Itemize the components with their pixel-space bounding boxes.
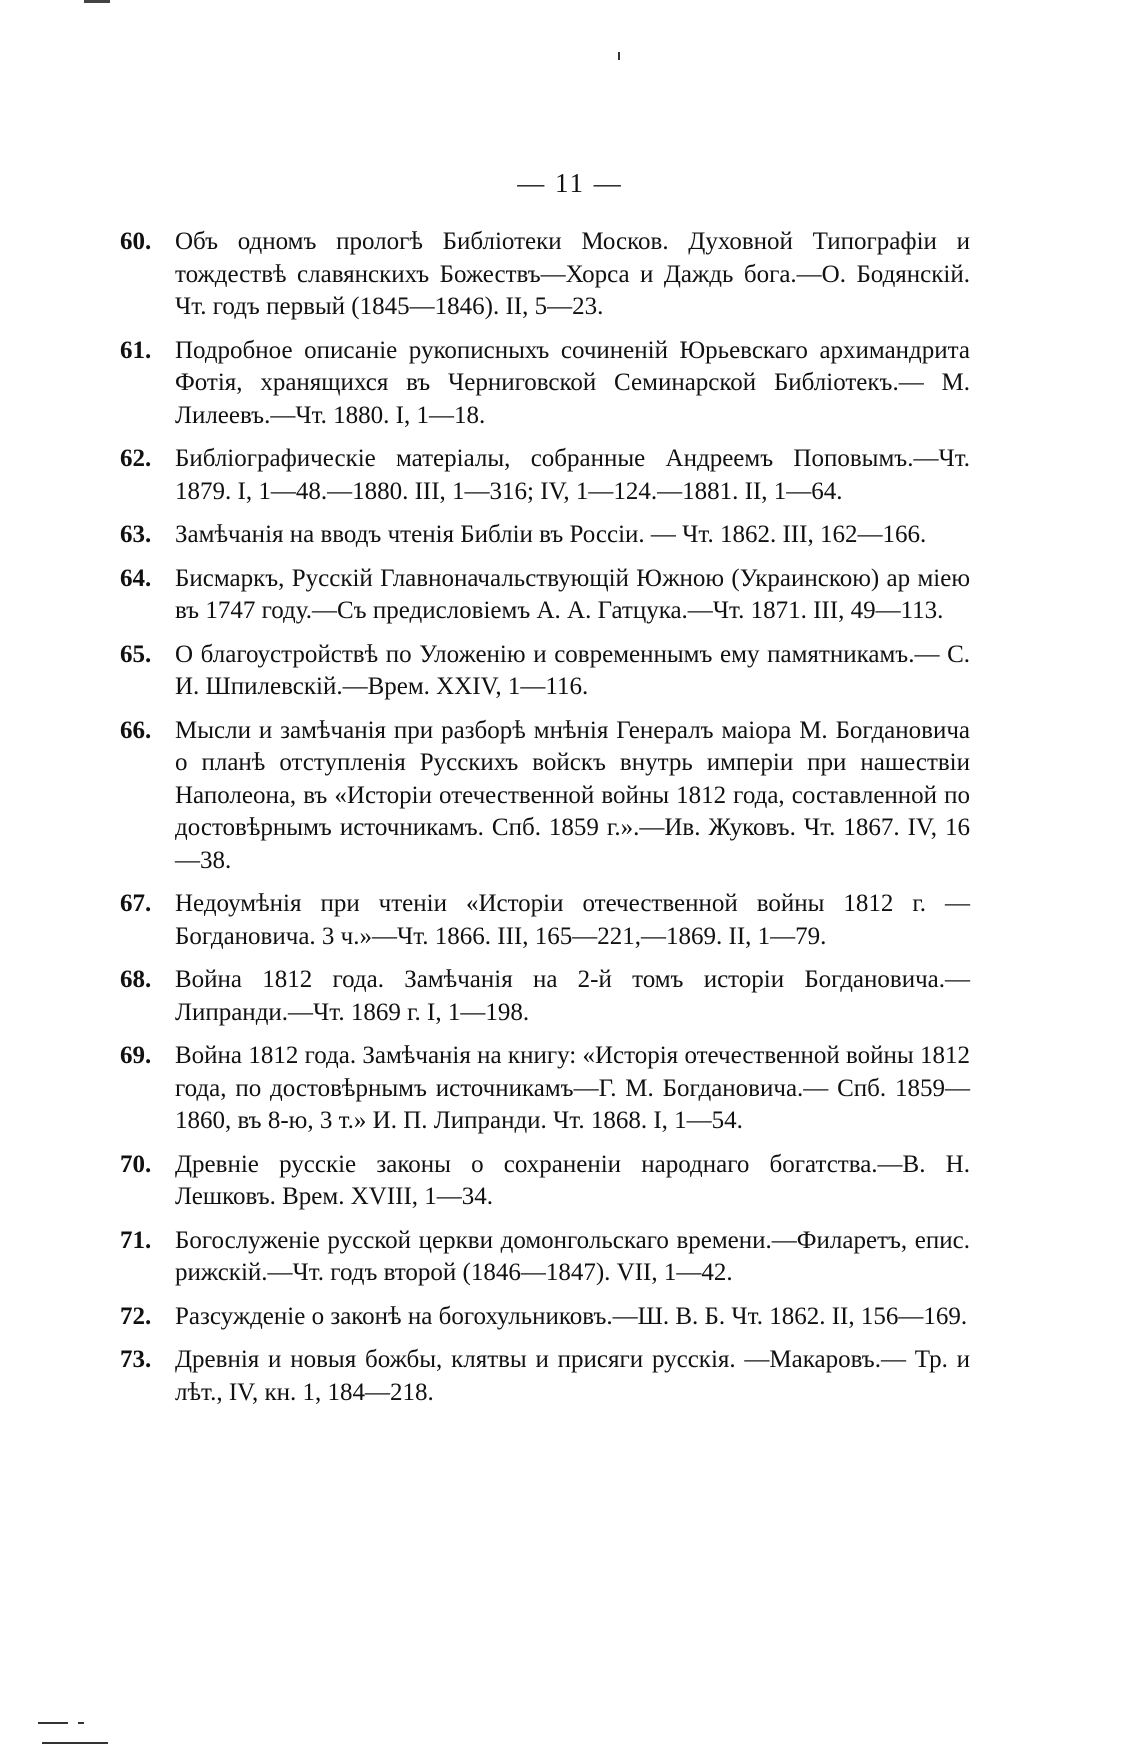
entry-text: Бисмаркъ, Русскій Главноначальствующій Южною (Украинскою) ар міею въ 1747 году.—Съ предисловіемъ А. А. Гатцука.—Чт. 1871. III, 49—113. (175, 564, 970, 624)
bibliography-list (120, 226, 970, 1420)
scan-footer-marks (38, 1718, 110, 1748)
entry-number: 61. (120, 336, 152, 364)
entry-number: 65. (120, 640, 152, 668)
bibliography-entry (120, 1149, 970, 1214)
entry-text: Замѣчанія на вводъ чтенія Библіи въ Россіи. — Чт. 1862. III, 162—166. (175, 521, 927, 548)
bibliography-entry (120, 563, 970, 628)
entry-number: 70. (120, 1150, 152, 1178)
bibliography-entry (120, 1301, 970, 1334)
entry-text: Объ одномъ прологѣ Библіотеки Москов. Духовной Типографіи и тождествѣ славянскихъ Божествъ—Хорса и Даждь бога.—О. Бодянскій. Чт. годъ первый (1845—1846). II, 5—23. (175, 228, 970, 320)
entry-number: 64. (120, 564, 152, 592)
bibliography-entry (120, 443, 970, 508)
entry-number: 71. (120, 1226, 152, 1254)
bibliography-entry (120, 1225, 970, 1290)
bibliography-entry (120, 715, 970, 878)
scan-mark (618, 52, 620, 60)
entry-text: О благоустройствѣ по Уложенію и современнымъ ему памятникамъ.— С. И. Шпилевскій.—Врем. XXIV, 1—116. (175, 640, 970, 700)
bibliography-entry (120, 964, 970, 1029)
entry-text: Древніе русскіе законы о сохраненіи народнаго богатства.—В. Н. Лешковъ. Врем. XVIII, 1—34. (175, 1150, 970, 1210)
entry-text: Мысли и замѣчанія при разборѣ мнѣнія Генералъ маіора М. Богдановича о планѣ отступленія Русскихъ войскъ внутрь имперіи при нашествіи Наполеона, въ «Исторіи отечественной войны 1812 года, составленной по достовѣрнымъ источникамъ. Спб. 1859 г.».—Ив. Жуковъ. Чт. 1867. IV, 16—38. (175, 716, 970, 874)
entry-text: Война 1812 года. Замѣчанія на 2-й томъ исторіи Богдановича.— Липранди.—Чт. 1869 г. I, 1—198. (175, 966, 970, 1026)
bibliography-entry (120, 888, 970, 953)
entry-text: Недоумѣнія при чтеніи «Исторіи отечественной войны 1812 г. — Богдановича. 3 ч.»—Чт. 1866. III, 165—221,—1869. II, 1—79. (175, 890, 970, 950)
entry-text: Богослуженіе русской церкви домонгольскаго времени.—Филаретъ, епис. рижскій.—Чт. годъ второй (1846—1847). VII, 1—42. (175, 1226, 970, 1286)
scan-smudge (84, 0, 110, 3)
entry-number: 60. (120, 228, 152, 255)
entry-number: 72. (120, 1302, 152, 1330)
entry-number: 69. (120, 1042, 152, 1069)
bibliography-entry (120, 519, 970, 552)
entry-number: 73. (120, 1346, 152, 1373)
entry-number: 68. (120, 966, 152, 993)
bibliography-entry (120, 1040, 970, 1138)
bibliography-entry (120, 335, 970, 433)
entry-number: 62. (120, 445, 152, 472)
bibliography-entry (120, 639, 970, 704)
entry-text: Подробное описаніе рукописныхъ сочиненій Юрьевскаго архимандрита Фотія, хранящихся въ Черниговской Семинарской Библіотекъ.— М. Лилеевъ.—Чт. 1880. I, 1—18. (175, 336, 970, 429)
page-number: — 11 — (517, 168, 623, 198)
entry-text: Война 1812 года. Замѣчанія на книгу: «Исторія отечественной войны 1812 года, по достовѣрнымъ источникамъ—Г. М. Богдановича.— Спб. 1859—1860, въ 8-ю, 3 т.» И. П. Липранди. Чт. 1868. I, 1—54. (175, 1042, 970, 1134)
entry-text: Библіографическіе матеріалы, собранные Андреемъ Поповымъ.—Чт. 1879. I, 1—48.—1880. III, 1—316; IV, 1—124.—1881. II, 1—64. (175, 445, 970, 505)
entry-text: Разсужденіе о законѣ на богохульниковъ.—Ш. В. Б. Чт. 1862. II, 156—169. (175, 1302, 968, 1330)
entry-text: Древнія и новыя божбы, клятвы и присяги русскія. —Макаровъ.— Тр. и лѣт., IV, кн. 1, 184—218. (175, 1346, 970, 1406)
entry-number: 63. (120, 521, 152, 548)
bibliography-entry (120, 1344, 970, 1409)
bibliography-entry (120, 226, 970, 324)
entry-number: 66. (120, 716, 152, 744)
entry-number: 67. (120, 890, 152, 917)
